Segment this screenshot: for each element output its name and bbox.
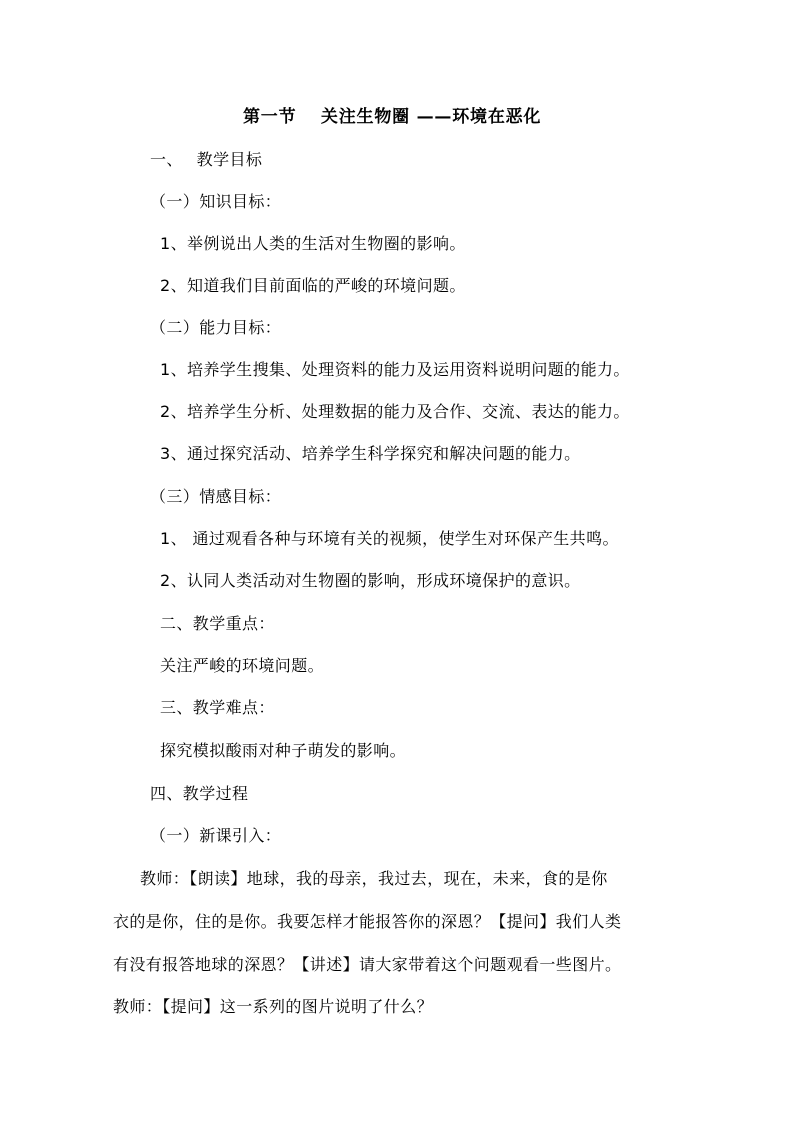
paragraph: 教师：【朗读】地球，我的母亲，我过去，现在，未来，食的是你 xyxy=(140,869,608,888)
list-item: 1、 通过观看各种与环境有关的视频，使学生对环保产生共鸣。 xyxy=(160,529,619,548)
subsection-heading: （二）能力目标： xyxy=(150,318,282,337)
subsection-heading: （一）新课引入： xyxy=(150,826,282,845)
section-heading: 三、教学难点： xyxy=(160,698,275,717)
list-item: 2、知道我们目前面临的严峻的环境问题。 xyxy=(160,276,466,295)
paragraph: 教师：【提问】这一系列的图片说明了什么？ xyxy=(113,997,434,1016)
paragraph: 衣的是你，住的是你。我要怎样才能报答你的深恩？【提问】我们人类 xyxy=(113,912,622,931)
subsection-heading: （三）情感目标： xyxy=(150,487,282,506)
paragraph: 探究模拟酸雨对种子萌发的影响。 xyxy=(160,741,407,760)
list-item: 1、举例说出人类的生活对生物圈的影响。 xyxy=(160,234,466,253)
section-heading: 二、教学重点： xyxy=(160,614,275,633)
list-item: 3、通过探究活动、培养学生科学探究和解决问题的能力。 xyxy=(160,444,581,463)
subsection-heading: （一）知识目标： xyxy=(150,192,282,211)
document-title: 第一节 关注生物圈 ——环境在恶化 xyxy=(243,107,542,127)
section-heading: 四、教学过程 xyxy=(150,784,249,803)
paragraph: 有没有报答地球的深恩？【讲述】请大家带着这个问题观看一些图片。 xyxy=(113,955,622,974)
list-item: 1、培养学生搜集、处理资料的能力及运用资料说明问题的能力。 xyxy=(160,360,630,379)
list-item: 2、培养学生分析、处理数据的能力及合作、交流、表达的能力。 xyxy=(160,402,630,421)
paragraph: 关注严峻的环境问题。 xyxy=(160,656,325,675)
section-heading: 一、 教学目标 xyxy=(150,150,263,169)
list-item: 2、认同人类活动对生物圈的影响，形成环境保护的意识。 xyxy=(160,571,581,590)
